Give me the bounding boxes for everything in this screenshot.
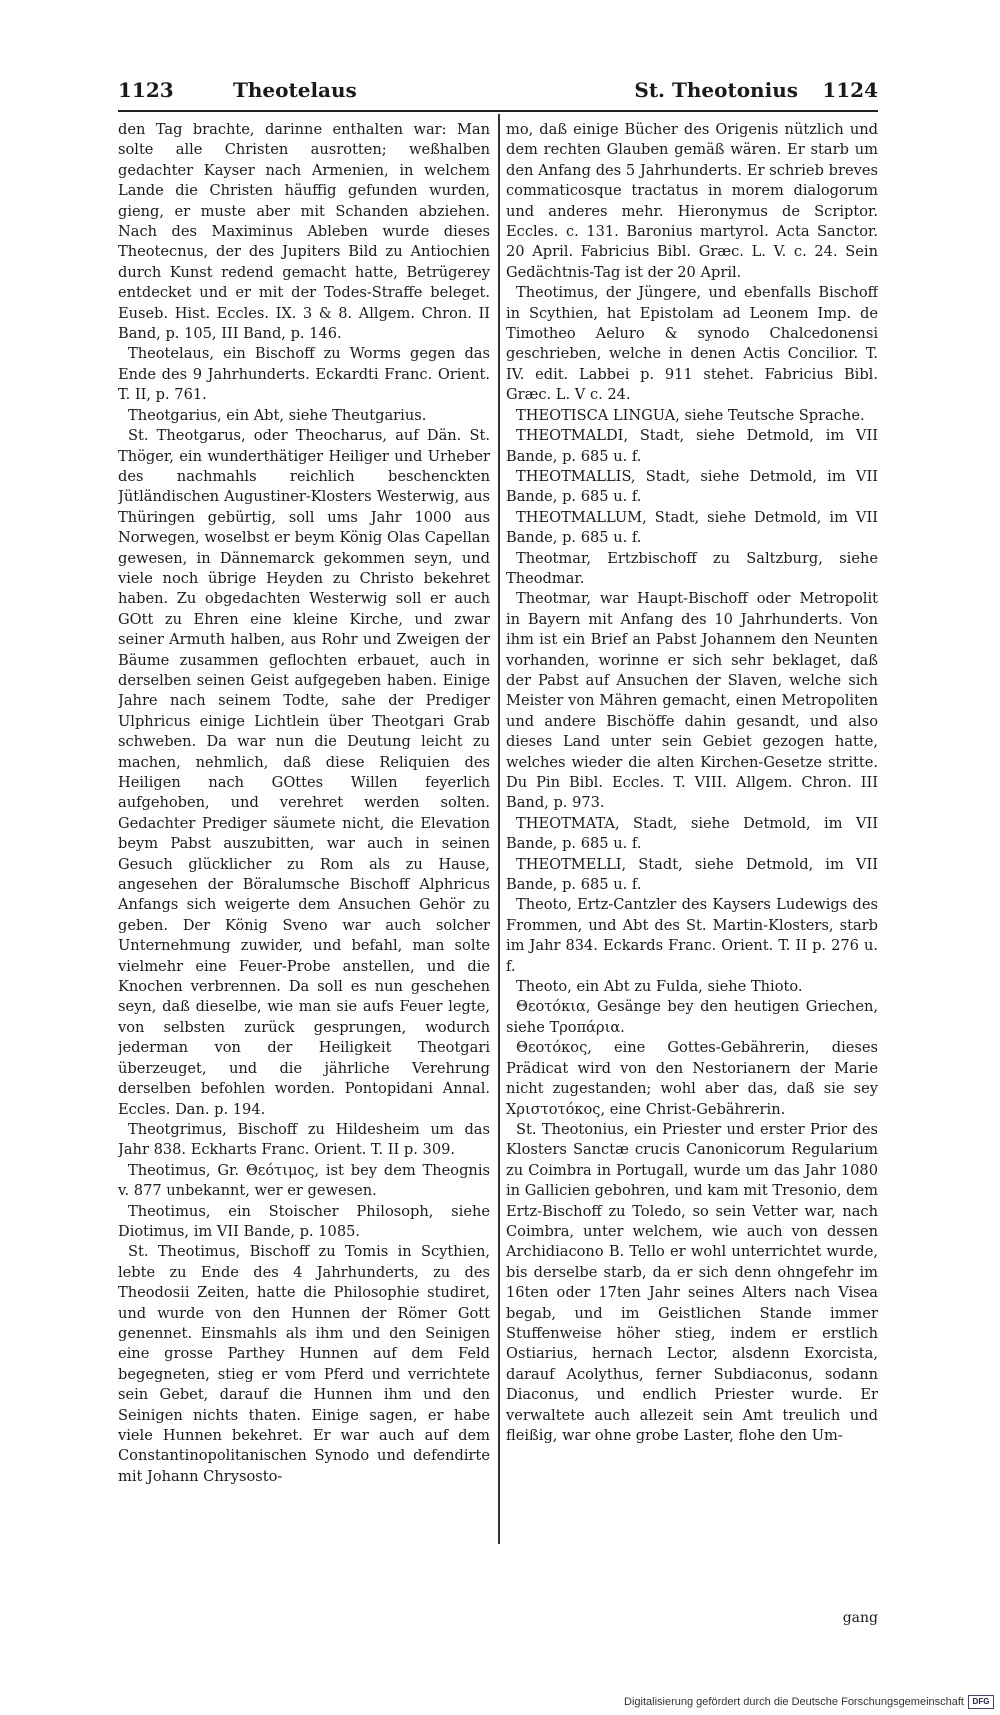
entry-paragraph: mo, daß einige Bücher des Origenis nützlich und dem rechten Glauben gemäß wären. Er starb um den Anfang des 5 Jahrhunderts. Er schrieb breves commaticosque tractatus in morem dialogorum und anderes mehr. Hieronymus de Scriptor. Eccles. c. 131. Baronius martyrol. Acta Sanctor. 20 April. Fabricius Bibl. Græc. L. V. c. 24. Sein Gedächtnis-Tag ist der 20 April.	[506, 121, 878, 281]
entry-paragraph: St. Theotonius, ein Priester und erster Prior des Klosters Sanctæ crucis Canonicorum Regularium zu Coimbra in Portugall, wurde um das Jahr 1080 in Gallicien gebohren, und kam mit Tresonio, dem Ertz-Bischoff zu Toledo, so sein Vetter war, nach Coimbra, unter welchem, wie auch von dessen Archidiacono B. Tello er wohl unterrichtet wurde, bis derselbe starb, da er sich denn ohngefehr im 16ten oder 17ten Jahr seines Alters nach Visea begab, und im Geistlichen Stande immer Stuffenweise höher stieg, indem er erstlich Ostiarius, hernach Lector, alsdenn Exorcista, darauf Acolythus, ferner Subdiaconus, sodann Diaconus, und endlich Priester wurde. Er verwaltete auch allezeit sein Amt treulich und fleißig, war ohne grobe Laster, flohe den Um-	[506, 1120, 878, 1444]
entry-paragraph: Θεοτόκος, eine Gottes-Gebährerin, dieses Prädicat wird von den Nestorianern der Marie nicht zugestanden; wohl aber das, daß sie sey Χριστοτόκος, eine Christ-Gebährerin.	[506, 1039, 878, 1118]
left-column	[118, 120, 490, 1620]
column-divider	[498, 114, 500, 1544]
entry-paragraph: Theoto, ein Abt zu Fulda, siehe Thioto.	[516, 978, 803, 996]
running-title-right: St. Theotonius	[634, 78, 798, 102]
entry-paragraph: Theotgrimus, Bischoff zu Hildesheim um das Jahr 838. Eckharts Franc. Orient. T. II p. 309.	[118, 1120, 490, 1159]
entry-paragraph: Theotimus, Gr. Θεότιμος, ist bey dem Theognis v. 877 unbekannt, wer er gewesen.	[118, 1161, 490, 1200]
entry-paragraph: Theotgarius, ein Abt, siehe Theutgarius.	[128, 406, 427, 424]
digitization-footer	[624, 1695, 994, 1709]
entry-paragraph: Theotimus, der Jüngere, und ebenfalls Bischoff in Scythien, hat Epistolam ad Leonem Imp. de Timotheo Aeluro & synodo Chalcedonensi geschrieben, welche in denen Actis Concilior. T. IV. edit. Labbei p. 911 stehet. Fabricius Bibl. Græc. L. V c. 24.	[506, 284, 878, 404]
header-rule	[118, 110, 878, 112]
entry-paragraph: THEOTISCA LINGUA, siehe Teutsche Sprache.	[516, 406, 865, 424]
entry-paragraph: St. Theotimus, Bischoff zu Tomis in Scythien, lebte zu Ende des 4 Jahrhunderts, zu des Theodosii Zeiten, hatte die Philosophie studiret, und wurde von den Hunnen der Römer Gott genennet. Einsmahls als ihm und den Seinigen eine grosse Parthey Hunnen auf dem Feld begegneten, stieg er vom Pferd und verrichtete sein Gebet, darauf die Hunnen ihm und den Seinigen nichts thaten. Einige sagen, er habe viele Hunnen bekehret. Er war auch auf dem Constantinopolitanischen Synodo und defendirte mit Johann Chrysosto-	[118, 1243, 490, 1485]
entry-paragraph: Θεοτόκια, Gesänge bey den heutigen Griechen, siehe Τροπάρια.	[506, 998, 878, 1036]
entry-paragraph: THEOTMALLUM, Stadt, siehe Detmold, im VII Bande, p. 685 u. f.	[506, 508, 878, 547]
entry-paragraph: Theotelaus, ein Bischoff zu Worms gegen das Ende des 9 Jahrhunderts. Eckardti Franc. Orient. T. II, p. 761.	[118, 345, 490, 404]
footer-text: Digitalisierung gefördert durch die Deutsche Forschungsgemeinschaft	[624, 1696, 964, 1708]
entry-paragraph: Theoto, Ertz-Cantzler des Kaysers Ludewigs des Frommen, und Abt des St. Martin-Klosters, starb im Jahr 834. Eckards Franc. Orient. T. II p. 276 u. f.	[506, 896, 878, 975]
running-title-left: Theotelaus	[233, 78, 357, 102]
entry-paragraph: Theotmar, Ertzbischoff zu Saltzburg, siehe Theodmar.	[506, 549, 878, 587]
book-page	[118, 70, 878, 1630]
entry-paragraph: Theotimus, ein Stoischer Philosoph, siehe Diotimus, im VII Bande, p. 1085.	[118, 1202, 490, 1240]
entry-paragraph: THEOTMELLI, Stadt, siehe Detmold, im VII Bande, p. 685 u. f.	[506, 855, 878, 894]
entry-paragraph: THEOTMATA, Stadt, siehe Detmold, im VII Bande, p. 685 u. f.	[506, 814, 878, 853]
page-header	[118, 78, 878, 118]
entry-paragraph: THEOTMALLIS, Stadt, siehe Detmold, im VII Bande, p. 685 u. f.	[506, 467, 878, 506]
entry-paragraph: Theotmar, war Haupt-Bischoff oder Metropolit in Bayern mit Anfang des 10 Jahrhunderts. Von ihm ist ein Brief an Pabst Johannem den Neunten vorhanden, worinne er sich sehr beklaget, daß der Pabst auf Ansuchen der Slaven, welche sich Meister von Mähren gemacht, einen Metropoliten und andere Bischöffe dahin gesandt, und also dieses Land unter sein Gebiet gezogen hatte, welches wieder die alten Kirchen-Gesetze stritte. Du Pin Bibl. Eccles. T. VIII. Allgem. Chron. III Band, p. 973.	[506, 590, 878, 812]
catchword: gang	[842, 1610, 878, 1626]
dfg-logo-icon: DFG	[968, 1695, 994, 1709]
entry-paragraph: St. Theotgarus, oder Theocharus, auf Dän. St. Thöger, ein wunderthätiger Heiliger und Urheber des nachmahls reichlich beschenckten Jütländischen Augustiner-Klosters Westerwig, aus Thüringen gebürtig, soll ums Jahr 1000 aus Norwegen, woselbst er beym König Olas Capellan gewesen, in Dännemarck gekommen seyn, und viele noch übrige Heyden zu Christo bekehret haben. Zu obgedachten Westerwig soll er auch GOtt zu Ehren eine kleine Kirche, und zwar seiner Armuth halben, aus Rohr und Zweigen der Bäume zusammen geflochten erbauet, auch in derselben seinen Geist aufgegeben haben. Einige Jahre nach seinem Todte, sahe der Prediger Ulphricus einige Lichtlein über Theotgari Grab schweben. Da war nun die Deutung leicht zu machen, nehmlich, daß diese Reliquien des Heiligen nach GOttes Willen feyerlich aufgehoben, und verehret werden solten. Gedachter Prediger säumete nicht, die Elevation beym Pabst auszubitten, war auch in seinen Gesuch glücklicher zu Rom als zu Hause, angesehen der Böralumsche Bischoff Alphricus Anfangs sich weigerte dem Ansuchen Gehör zu geben. Der König Sveno war auch solcher Unternehmung zuwider, und befahl, man solte vielmehr eine Feuer-Probe anstellen, und die Knochen verbrennen. Da soll es nun geschehen seyn, daß dieselbe, wie man sie aufs Feuer legte, von selbsten zurück gesprungen, wodurch jederman von der Heiligkeit Theotgari überzeuget, und die jährliche Verehrung derselben befohlen worden. Pontopidani Annal. Eccles. Dan. p. 194.	[118, 427, 490, 1118]
entry-paragraph: den Tag brachte, darinne enthalten war: Man solte alle Christen ausrotten; weßhalben gedachter Kayser nach Armenien, in welchem Lande die Christen häuffig gefunden wurden, gieng, er muste aber mit Schanden abziehen. Nach des Maximinus Ableben wurde dieses Theotecnus, der des Jupiters Bild zu Antiochien durch Kunst redend gemacht hatte, Betrügerey entdecket und er mit der Todes-Straffe beleget. Euseb. Hist. Eccles. IX. 3 & 8. Allgem. Chron. II Band, p. 105, III Band, p. 146.	[118, 121, 490, 343]
entry-paragraph: THEOTMALDI, Stadt, siehe Detmold, im VII Bande, p. 685 u. f.	[506, 427, 878, 465]
right-column	[506, 120, 878, 1620]
page-number-right: 1124	[822, 78, 878, 102]
page-number-left: 1123	[118, 78, 174, 102]
